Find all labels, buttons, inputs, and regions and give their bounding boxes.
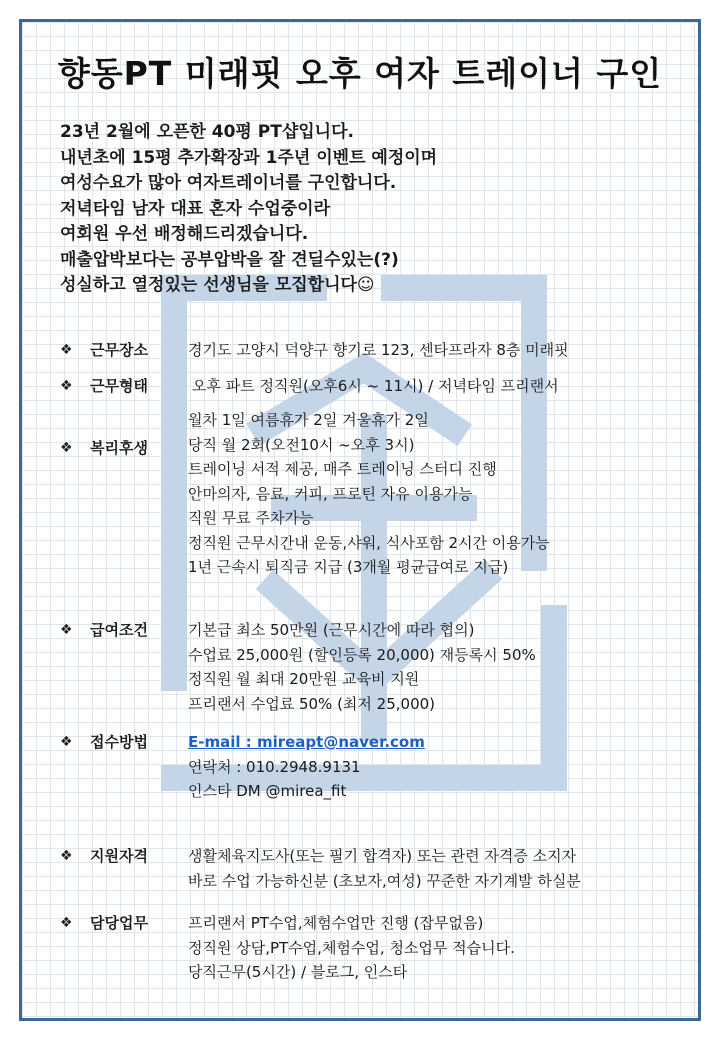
intro-line: 저녁타임 남자 대표 혼자 수업중이라 bbox=[60, 198, 331, 219]
section-line: 수업료 25,000원 (할인등록 20,000) 재등록시 50% bbox=[188, 645, 536, 664]
intro-line: 여회원 우선 배정해드리겠습니다. bbox=[60, 224, 309, 244]
section-line: 당직 월 2회(오전10시 ~오후 3시) bbox=[188, 435, 415, 454]
section-line: 안마의자, 음료, 커피, 프로틴 자유 이용가능 bbox=[188, 484, 473, 503]
intro-paragraph bbox=[60, 120, 670, 299]
section-line: 기본급 최소 50만원 (근무시간에 따라 협의) bbox=[188, 621, 475, 639]
section-label: 근무장소 bbox=[90, 341, 148, 359]
diamond-bullet-icon: ❖ bbox=[60, 440, 73, 456]
section-line: 정직원 상담,PT수업,체험수업, 청소업무 적습니다. bbox=[188, 938, 515, 957]
phone-number: 연락처 : 010.2948.9131 bbox=[188, 757, 361, 776]
email-link[interactable]: E-mail : mireapt@naver.com bbox=[188, 733, 425, 751]
section-line: 생활체육지도사(또는 필기 합격자) 또는 관련 자격증 소지자 bbox=[188, 847, 577, 865]
intro-line: 성실하고 열정있는 선생님을 모집합니다☺ bbox=[60, 275, 375, 295]
diamond-bullet-icon: ❖ bbox=[60, 378, 73, 394]
diamond-bullet-icon: ❖ bbox=[60, 915, 73, 931]
page-title: 향동PT 미래핏 오후 여자 트레이너 구인 bbox=[57, 54, 663, 93]
section-line: 바로 수업 가능하신분 (초보자,여성) 꾸준한 자기계발 하실분 bbox=[188, 871, 581, 890]
diamond-bullet-icon: ❖ bbox=[60, 622, 73, 638]
intro-line: 매출압박보다는 공부압박을 잘 견딜수있는(?) bbox=[60, 249, 399, 270]
poster-frame bbox=[19, 19, 701, 1021]
section-line: 정직원 근무시간내 운동,샤워, 식사포함 2시간 이용가능 bbox=[188, 533, 550, 552]
section-line: 1년 근속시 퇴직금 지급 (3개월 평균급여로 지급) bbox=[188, 558, 509, 576]
section-label: 복리후생 bbox=[90, 439, 148, 457]
section-label: 접수방법 bbox=[90, 733, 148, 751]
intro-line: 여성수요가 많아 여자트레이너를 구인합니다. bbox=[60, 173, 397, 193]
diamond-bullet-icon: ❖ bbox=[60, 342, 73, 358]
section-label: 급여조건 bbox=[90, 621, 148, 639]
section-label: 근무형태 bbox=[90, 377, 148, 395]
intro-line: 내년초에 15평 추가확장과 1주년 이벤트 예정이며 bbox=[60, 147, 438, 168]
section-line: 프리랜서 PT수업,체험수업만 진행 (잡무없음) bbox=[188, 914, 484, 932]
diamond-bullet-icon: ❖ bbox=[60, 734, 73, 750]
section-line: 정직원 월 최대 20만원 교육비 지원 bbox=[188, 670, 420, 688]
section-line: 트레이닝 서적 제공, 매주 트레이닝 스터디 진행 bbox=[188, 460, 497, 478]
section-label: 지원자격 bbox=[90, 847, 148, 865]
section-line: 경기도 고양시 덕양구 향기로 123, 센타프라자 8층 미래핏 bbox=[188, 341, 569, 359]
section-line: 당직근무(5시간) / 블로그, 인스타 bbox=[188, 963, 408, 981]
section-line: 오후 파트 정직원(오후6시 ~ 11시) / 저녁타임 프리랜서 bbox=[192, 377, 559, 395]
section-line: 월차 1일 여름휴가 2일 겨울휴가 2일 bbox=[188, 411, 429, 429]
instagram-handle: 인스타 DM @mirea_fit bbox=[188, 782, 347, 800]
section-line: 직원 무료 주차가능 bbox=[188, 509, 314, 527]
intro-line: 23년 2월에 오픈한 40평 PT샵입니다. bbox=[60, 122, 354, 142]
diamond-bullet-icon: ❖ bbox=[60, 848, 73, 864]
section-label: 담당업무 bbox=[90, 914, 148, 932]
section-line: 프리랜서 수업료 50% (최저 25,000) bbox=[188, 694, 436, 713]
